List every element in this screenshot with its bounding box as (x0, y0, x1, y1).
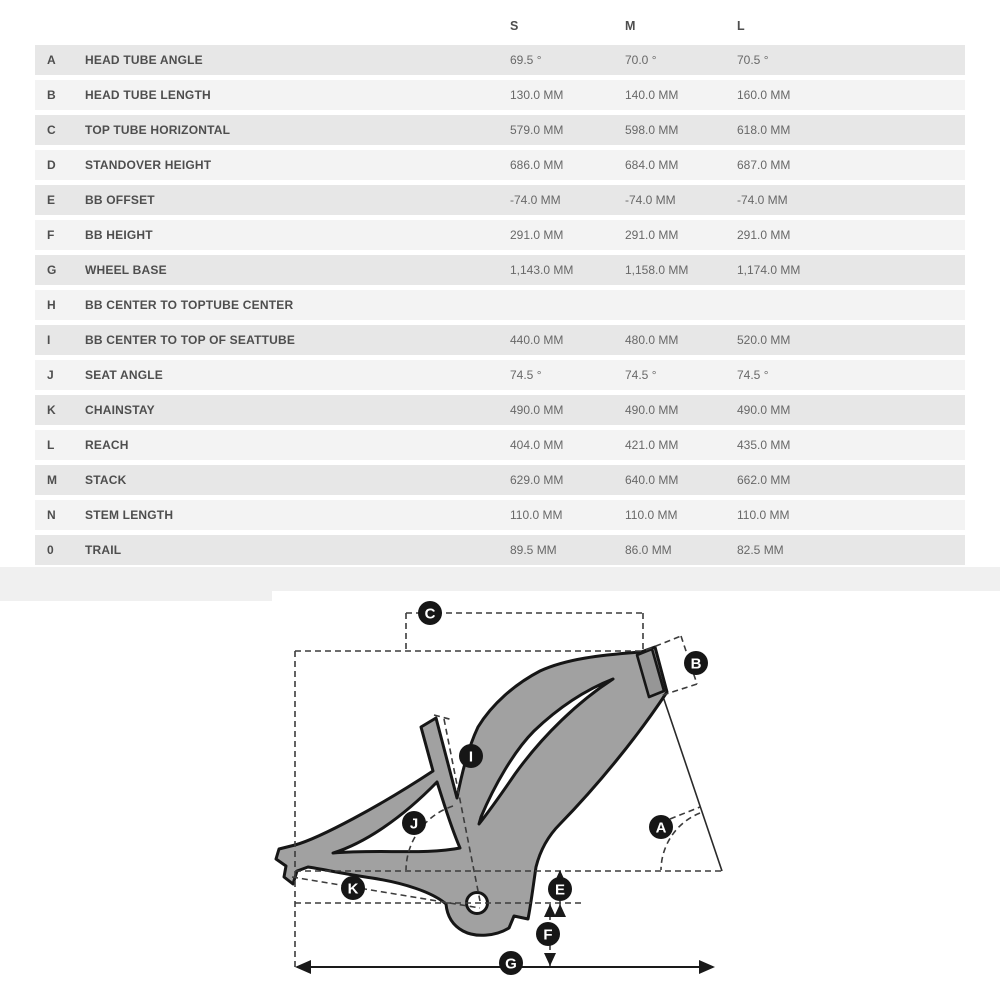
row-letter: L (47, 438, 55, 452)
row-label: TOP TUBE HORIZONTAL (85, 123, 231, 137)
row-value-s: 579.0 MM (510, 123, 564, 137)
row-label: STANDOVER HEIGHT (85, 158, 212, 172)
row-value-m: 1,158.0 MM (625, 263, 689, 277)
head-angle-leader-a (670, 807, 700, 819)
row-letter: N (47, 508, 56, 522)
label-f (536, 922, 560, 946)
row-value-m: 480.0 MM (625, 333, 679, 347)
label-b (684, 651, 708, 675)
label-a-text: A (655, 819, 667, 837)
row-value-m: 86.0 MM (625, 543, 672, 557)
row-label: BB CENTER TO TOPTUBE CENTER (85, 298, 294, 312)
row-label: WHEEL BASE (85, 263, 167, 277)
row-value-s: 440.0 MM (510, 333, 564, 347)
row-label: BB HEIGHT (85, 228, 153, 242)
size-column-header-s: S (510, 19, 519, 33)
row-value-m: 110.0 MM (625, 508, 678, 522)
label-f-text: F (543, 926, 553, 944)
row-value-l: 70.5 ° (737, 53, 769, 67)
wheelbase-arrowhead-left (295, 960, 311, 974)
label-c (418, 601, 442, 625)
row-label: BB CENTER TO TOP OF SEATTUBE (85, 333, 296, 347)
label-e-text: E (554, 881, 566, 899)
row-value-s: 1,143.0 MM (510, 263, 574, 277)
row-value-s: -74.0 MM (510, 193, 561, 207)
label-i (459, 744, 483, 768)
label-k-text: K (347, 880, 359, 898)
row-value-l: 618.0 MM (737, 123, 791, 137)
row-value-m: 74.5 ° (625, 368, 657, 382)
row-letter: A (47, 53, 56, 67)
bb-height-arrow-up (544, 904, 556, 917)
row-value-s: 110.0 MM (510, 508, 563, 522)
row-label: TRAIL (85, 543, 122, 557)
label-k (341, 876, 365, 900)
row-letter: E (47, 193, 56, 207)
row-value-l: 662.0 MM (737, 473, 791, 487)
row-value-m: 490.0 MM (625, 403, 679, 417)
row-letter: F (47, 228, 55, 242)
label-j-text: J (409, 815, 419, 833)
wheelbase-arrowhead-right (699, 960, 715, 974)
row-letter: 0 (47, 543, 54, 557)
row-letter: H (47, 298, 56, 312)
row-letter: B (47, 88, 56, 102)
row-value-l: 490.0 MM (737, 403, 791, 417)
row-letter: J (47, 368, 54, 382)
row-value-l: 82.5 MM (737, 543, 784, 557)
row-label: REACH (85, 438, 129, 452)
row-value-s: 404.0 MM (510, 438, 564, 452)
label-a (649, 815, 673, 839)
row-value-m: -74.0 MM (625, 193, 676, 207)
size-column-header-m: M (625, 19, 636, 33)
row-label: HEAD TUBE LENGTH (85, 88, 211, 102)
row-value-m: 291.0 MM (625, 228, 679, 242)
row-value-s: 629.0 MM (510, 473, 564, 487)
row-value-s: 89.5 MM (510, 543, 557, 557)
label-b-text: B (690, 655, 702, 673)
row-value-m: 684.0 MM (625, 158, 679, 172)
row-label: SEAT ANGLE (85, 368, 164, 382)
row-letter: M (47, 473, 57, 487)
bb-offset-arrow-lower (554, 904, 566, 917)
row-value-l: 520.0 MM (737, 333, 791, 347)
row-value-m: 640.0 MM (625, 473, 679, 487)
row-letter: G (47, 263, 57, 277)
row-value-m: 598.0 MM (625, 123, 679, 137)
row-value-l: 110.0 MM (737, 508, 790, 522)
row-label: STACK (85, 473, 127, 487)
bike-frame-illustration (276, 647, 667, 935)
row-letter: K (47, 403, 56, 417)
row-value-l: 160.0 MM (737, 88, 791, 102)
row-value-m: 421.0 MM (625, 438, 679, 452)
row-letter: D (47, 158, 56, 172)
row-value-s: 490.0 MM (510, 403, 564, 417)
row-value-l: 291.0 MM (737, 228, 791, 242)
label-i-text: I (468, 748, 474, 766)
row-value-m: 140.0 MM (625, 88, 679, 102)
label-g (499, 951, 523, 975)
row-value-s: 74.5 ° (510, 368, 542, 382)
label-g-text: G (505, 955, 517, 973)
row-label: HEAD TUBE ANGLE (85, 53, 203, 67)
row-label: BB OFFSET (85, 193, 155, 207)
row-value-s: 686.0 MM (510, 158, 564, 172)
row-value-l: 1,174.0 MM (737, 263, 801, 277)
row-value-l: 74.5 ° (737, 368, 769, 382)
row-value-s: 130.0 MM (510, 88, 564, 102)
size-column-header-l: L (737, 19, 745, 33)
row-label: CHAINSTAY (85, 403, 155, 417)
row-value-m: 70.0 ° (625, 53, 657, 67)
label-c-text: C (424, 605, 436, 623)
label-j (402, 811, 426, 835)
row-value-l: 435.0 MM (737, 438, 791, 452)
label-e (548, 877, 572, 901)
row-value-s: 69.5 ° (510, 53, 542, 67)
bb-height-arrow-down (544, 953, 556, 966)
row-value-s: 291.0 MM (510, 228, 564, 242)
row-value-l: -74.0 MM (737, 193, 788, 207)
row-letter: C (47, 123, 56, 137)
row-letter: I (47, 333, 51, 347)
row-value-l: 687.0 MM (737, 158, 791, 172)
row-label: STEM LENGTH (85, 508, 174, 522)
